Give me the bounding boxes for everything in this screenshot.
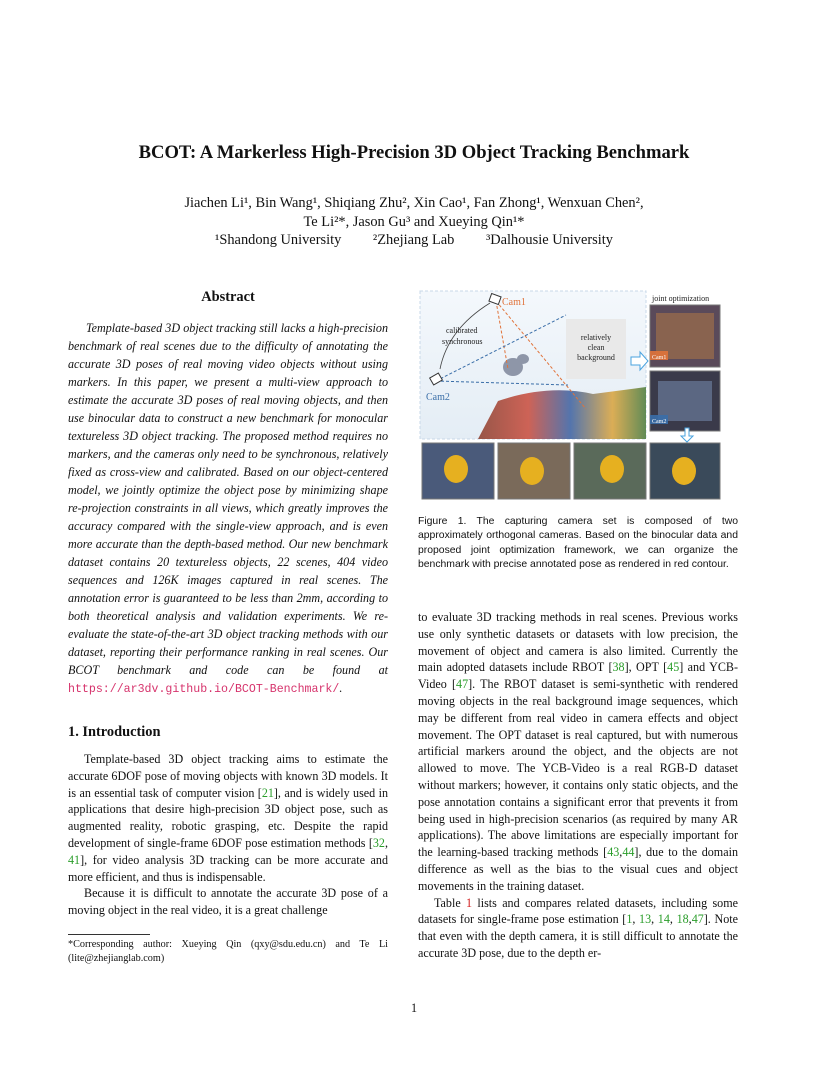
citation[interactable]: 18 [676, 912, 689, 927]
footnote: *Corresponding author: Xueying Qin (qxy@sdu.edu.cn) and Te Li (lite@zhejianglab.com) [68, 939, 388, 964]
abstract-heading: Abstract [201, 289, 255, 305]
right-paragraph-2: Table 1 lists and compares related datasets, including some datasets for single-frame pose estimation [1, 13, 14, 18,47]. Note that even with the depth camera, it is still difficult to annotate the accurate 3D pose, due to the depth er- [418, 895, 738, 960]
cam1-label: Cam1 [502, 297, 526, 308]
authors-line-2: Te Li²*, Jason Gu³ and Xueying Qin¹* [303, 214, 525, 230]
cam1-small-label: Cam1 [652, 355, 667, 361]
citation[interactable]: 47 [456, 677, 469, 692]
footnote-rule [68, 934, 150, 935]
citation[interactable]: 32 [372, 835, 385, 850]
right-paragraph-1: to evaluate 3D tracking methods in real scenes. Previous works use only synthetic datasets or datasets with low precision, the movement of object and camera is also limited. Currently the main adopted datasets include RBOT [38], OPT [45] and YCB-Video [47]. The RBOT dataset is semi-synthetic with rendered moving objects in the real background image sequences, which may be different from real video in camera effects and object movement. The OPT dataset is real captured, but with numerous artificial markers around the object, and the objects are not allowed to move. The YCB-Video is a real RGB-D dataset without markers; however, it contains only static objects, and the pose annotation contains a significant error that prevents it from being used in high-precision scenarios (as required by many AR applications). The above limitations are especially important for the learning-based tracking methods [43,44], due to the domain difference as well as the bias to the visual cues and object movements in the training dataset. [418, 610, 738, 893]
citation[interactable]: 41 [68, 852, 81, 867]
figure-1-illustration [418, 289, 740, 503]
citation[interactable]: 1 [626, 912, 633, 927]
authors-line-1: Jiachen Li¹, Bin Wang¹, Shiqiang Zhu², Xin Cao¹, Fan Zhong¹, Wenxuan Chen², [184, 195, 644, 211]
cam2-label: Cam2 [426, 392, 450, 403]
joint-optimization-label: joint optimization [652, 294, 710, 303]
clean-label: clean [587, 343, 605, 352]
figure-1-caption: Figure 1. The capturing camera set is composed of two approximately orthogonal cameras. Based on the binocular data and proposed joint optimization framework, we can organize the benchmark with precise annotated pose as rendered in red contour. [418, 516, 738, 571]
figure-1 [418, 289, 740, 503]
right-column-body [418, 609, 738, 962]
cam2-small-label: Cam2 [652, 419, 667, 425]
abstract-tail: . [339, 681, 343, 695]
affiliations [90, 232, 738, 249]
intro-paragraph-2: Because it is difficult to annotate the accurate 3D pose of a moving object in the real video, it is a great challenge [68, 886, 388, 918]
synchronous-label: synchronous [442, 337, 483, 346]
page-number: 1 [410, 1001, 418, 1015]
citation[interactable]: 43 [607, 845, 620, 860]
citation[interactable]: 45 [667, 660, 680, 675]
paper-title: BCOT: A Markerless High-Precision 3D Object Tracking Benchmark [138, 142, 690, 163]
citation[interactable]: 14 [657, 912, 670, 927]
affiliation-3: ³Dalhousie University [485, 232, 613, 248]
intro-paragraph-1: Template-based 3D object tracking aims to estimate the accurate 6DOF pose of moving objects with known 3D models. It is an essential task of computer vision [21], and is widely used in applications that desire high-precision 3D object pose, such as augmented reality, robotic grasping, etc. Despite the rapid development of single-frame 6DOF pose estimation methods [32, 41], for video analysis 3D tracking can be more accurate and more efficient, and thus is indispensable. [68, 752, 389, 884]
introduction-heading: 1. Introduction [68, 724, 161, 740]
author-list [90, 194, 738, 232]
citation[interactable]: 47 [691, 912, 704, 927]
abstract-body: Template-based 3D object tracking still lacks a high-precision benchmark of real scenes due to the difficulty of annotating the accurate 3D poses of real moving video objects without using markers. In this paper, we present a multi-view approach to estimate the accurate 3D poses of real moving objects, and then use binocular data to construct a new benchmark for monocular textureless 3D object tracking. The proposed method requires no markers, and the cameras only need to be synchronous, relatively fixed as cross-view and calibrated. Based on our object-centered model, we jointly optimize the object pose by minimizing shape re-projection constraints in all views, which greatly improves the accuracy compared with the single-view approach, and is even more accurate than the depth-based method. Our new benchmark dataset contains 20 textureless objects, 22 scenes, 404 video sequences and 126K images captured in real scenes. The annotation error is guaranteed to be less than 2mm, according to both theoretical analysis and validation experiments. We re-evaluate the state-of-the-art 3D object tracking methods with our dataset, reporting their performance ranking in real scenes. Our BCOT benchmark and code can be found at [68, 321, 388, 677]
introduction-body [68, 751, 388, 919]
background-label: background [577, 353, 615, 362]
citation[interactable]: 13 [639, 912, 652, 927]
affiliation-1: ¹Shandong University [215, 232, 342, 248]
affiliation-2: ²Zhejiang Lab [372, 232, 455, 248]
citation[interactable]: 44 [622, 845, 635, 860]
calibrated-label: calibrated [446, 326, 478, 335]
table-reference[interactable]: 1 [466, 895, 473, 910]
abstract-text [68, 319, 388, 699]
citation[interactable]: 38 [612, 660, 625, 675]
benchmark-link[interactable]: https://ar3dv.github.io/BCOT-Benchmark/ [68, 683, 340, 696]
relatively-label: relatively [580, 333, 612, 342]
citation[interactable]: 21 [261, 785, 274, 800]
